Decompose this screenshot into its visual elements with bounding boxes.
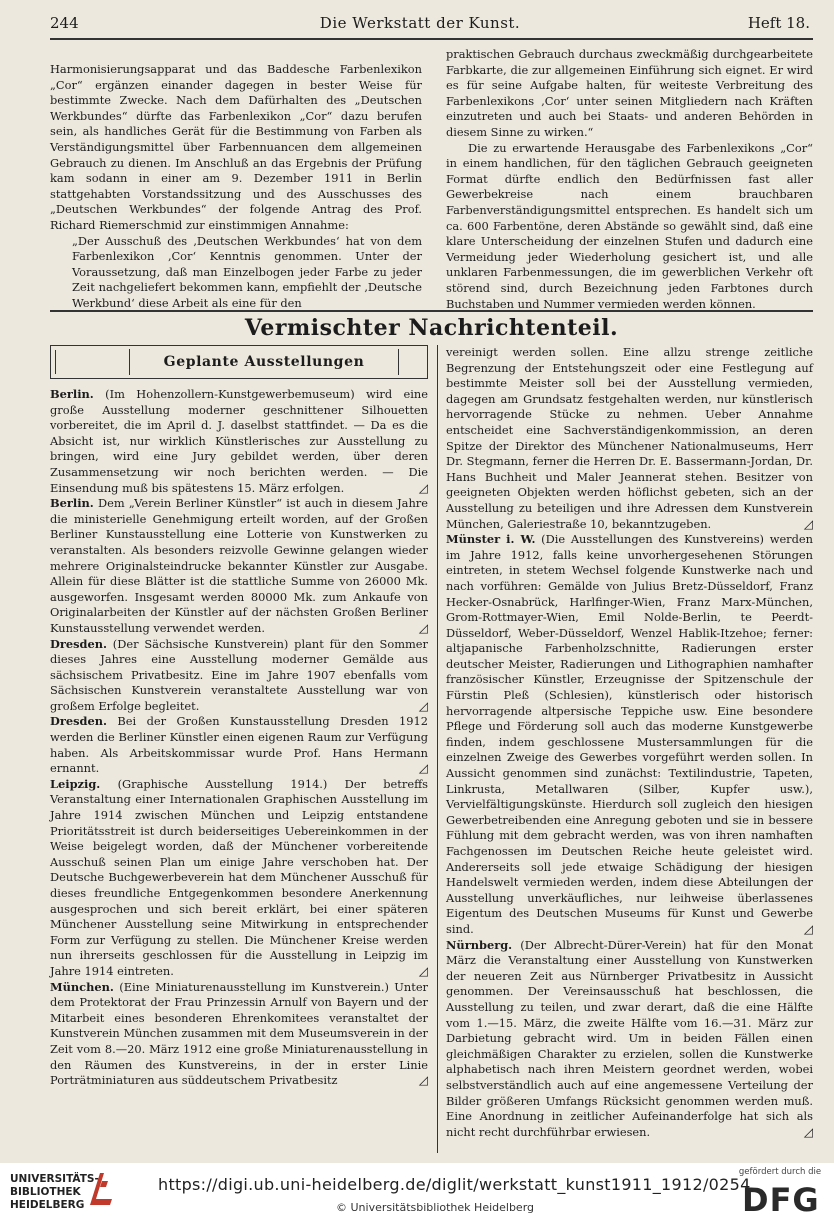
- paragraph: praktischen Gebrauch durchaus zweckmäßig durchgearbeitete Farbkarte, die zur allgemeinen Einführung sich eignet. Er wird es für seine Aufgabe halten, für weiteste Verbreitung des Farbenlexikons ‚Cor‘ unter seinen Mitgliedern nach Kräften einzutreten und auch bei Staats- und anderen Behörden in diesem Sinne zu wirken.“: [446, 47, 813, 139]
- entry-city: München.: [50, 979, 114, 994]
- library-name: UNIVERSITÄTS- BIBLIOTHEK HEIDELBERG: [10, 1173, 99, 1211]
- entry-text: Dem „Verein Berliner Künstler“ ist auch in diesem Jahre die ministerielle Genehmigung erteilt worden, auf der Großen Berliner Kunstausstellung eine Lotterie von Kunstwerken zu veranstalten. Als besonders reizvolle Gewinne gelangen wieder mehrere Originalsteindrucke bekannter Künstler zur Ausgabe. Allein für diese Blätter ist die stattliche Summe von 26000 Mk. ausgeworfen. Insgesamt werden 80000 Mk. zum Ankaufe von Originalarbeiten der Künstler auf der nächsten Großen Berliner Kunstausstellung verwendet werden.: [50, 496, 428, 635]
- entry-city: Leipzig.: [50, 776, 101, 791]
- entry-text: vereinigt werden sollen. Eine allzu strenge zeitliche Begrenzung der Entstehungszeit oder eine Festlegung auf bestimmte Meister soll bei der Ausstellung vermieden, dagegen am Grundsatz festgehalten werden, nur künstlerisch hervorragende Stücke zu nehmen. Ueber Annahme entscheidet eine Sachverständigenkommission, an deren Spitze der Direktor des Münchener Nationalmuseums, Herr Dr. Stegmann, ferner die Herren Dr. E. Bassermann-Jordan, Dr. Hans Buchheit und Maler Jeannerat stehen. Besitzer von geeigneten Objekten werden höflichst gebeten, sich an der Ausstellung zu beteiligen und ihre Adressen dem Kunstverein München, Galeriestraße 10, bekanntzugeben.: [446, 345, 813, 531]
- entry-text: (Der Sächsische Kunstverein) plant für den Sommer dieses Jahres eine Ausstellung moderner Gemälde aus sächsischem Privatbesitz. Eine im Jahre 1907 ebenfalls vom Sächsischen Kunstverein veranstaltete Ausstellung war von großem Erfolge begleitet.: [50, 636, 428, 713]
- library-footer: [0, 1163, 834, 1221]
- top-left-column: [50, 62, 422, 312]
- quote-paragraph: „Der Ausschuß des ‚Deutschen Werkbundes‘ hat von dem Farbenlexikon ‚Cor‘ Kenntnis genommen. Unter der Voraussetzung, daß man Einzelbogen jeder Farbe zu jeder Zeit nachgeliefert bekommen kann, empfiehlt der ‚Deutsche Werkbund‘ diese Arbeit als eine für den: [72, 233, 422, 310]
- section-rule: [50, 310, 813, 312]
- end-mark-icon: ◿: [418, 698, 428, 713]
- end-mark-icon: ◿: [418, 761, 428, 776]
- end-mark-icon: ◿: [803, 921, 813, 936]
- dfg-logo: DFG: [742, 1181, 820, 1219]
- top-right-column: [446, 47, 813, 312]
- page-number: 244: [50, 14, 79, 32]
- box-ornament: [55, 350, 64, 374]
- entry-text: (Im Hohenzollern-Kunstgewerbemuseum) wird eine große Ausstellung moderner geschnittener Silhouetten vorbereitet, die im April d. J. daselbst stattfindet. — Da es die Absicht ist, nur wirklich Künstlerisches zur Ausstellung zu bringen, wird eine Jury gebildet werden, über deren Zusammensetzung wir noch berichten werden. — Die Einsendung muß bis spätestens 15. März erfolgen.: [50, 387, 428, 495]
- left-column: [50, 387, 428, 1089]
- end-mark-icon: ◿: [803, 516, 813, 531]
- end-mark-icon: ◿: [418, 480, 428, 495]
- news-entry: [50, 714, 428, 776]
- category-box: [50, 345, 428, 379]
- header-rule: [50, 38, 813, 40]
- entry-city: Nürnberg.: [446, 937, 513, 952]
- end-mark-icon: ◿: [803, 1124, 813, 1139]
- paragraph: Harmonisierungsapparat und das Baddesche Farbenlexikon „Cor“ ergänzen einander dagegen in bester Weise für bestimmte Zwecke. Nach dem Dafürhalten des „Deutschen Werkbundes“ dürfte das Farbenlexikon „Cor“ dazu berufen sein, als handliches Gerät für die Bestimmung von Farben als Verständigungsmittel über Farbennuancen dem allgemeinen Gebrauch zu dienen. Im Anschluß an das Ergebnis der Prüfung kam sodann in einer am 9. Dezember 1911 in Berlin stattgehabten Vorstandssitzung und des Ausschusses des „Deutschen Werkbundes“ der folgende Antrag des Prof. Richard Riemerschmid zur einstimmigen Annahme:: [50, 62, 422, 232]
- news-entry: [446, 345, 813, 532]
- permalink-link[interactable]: https://digi.ub.uni-heidelberg.de/diglit/werkstatt_kunst1911_1912/0254: [158, 1175, 751, 1194]
- right-column: [446, 345, 813, 1140]
- entry-city: Berlin.: [50, 496, 94, 511]
- news-entry: [446, 532, 813, 937]
- journal-title: Die Werkstatt der Kunst.: [319, 14, 521, 32]
- entry-text: Bei der Großen Kunstausstellung Dresden 1912 werden die Berliner Künstler einen eigenen Raum zur Verfügung haben. Als Arbeitskommissar wurde Prof. Hans Hermann ernannt.: [50, 714, 428, 776]
- news-entry: [50, 637, 428, 715]
- library-logo-icon: [86, 1169, 116, 1209]
- news-entry: [50, 980, 428, 1089]
- end-mark-icon: ◿: [418, 963, 428, 978]
- entry-text: (Graphische Ausstellung 1914.) Der betreffs Veranstaltung einer Internationalen Graphischen Ausstellung im Jahre 1914 zwischen München und Leipzig entstandene Prioritätsstreit ist durch beiderseitiges Uebereinkommen in der Weise beigelegt worden, daß der Münchener vorbereitende Ausschuß seinen Plan um einige Jahre verschoben hat. Der Deutsche Buchgewerbeverein hat dem Münchener Ausschuß für dieses freundliche Entgegenkommen besondere Anerkennung ausgesprochen und sich bereit erklärt, bei einer späteren Münchener Ausstellung seine Mitwirkung in entsprechender Form zur Verfügung zu stellen. Die Münchener Kreise werden nun ihrerseits geschlossen für die Ausstellung in Leipzig im Jahre 1914 eintreten.: [50, 776, 429, 978]
- entry-text: (Eine Miniaturenausstellung im Kunstverein.) Unter dem Protektorat der Frau Prinzessin Arnulf von Bayern und der Mitarbeit eines besonderen Ehrenkomitees veranstaltet der Kunstverein München zusammen mit dem Museumsverein in der Zeit vom 8.—20. März 1912 eine große Miniaturenausstellung in den Räumen des Kunstvereins, in der in erster Linie Porträtminiaturen aus süddeutschem Privatbesitz: [50, 979, 429, 1088]
- entry-text: (Die Ausstellungen des Kunstvereins) werden im Jahre 1912, falls keine unvorhergesehenen Störungen eintreten, in stetem Wechsel folgende Kunstwerke nach und nach vorführen: Gemälde von Julius Bretz-Düsseldorf, Franz Hecker-Osnabrück, Harlfinger-Wien, Franz Marx-München, Grom-Rottmayer-Wien, Emil Nolde-Berlin, te Peerdt-Düsseldorf, Weber-Düsseldorf, Wenzel Hablik-Itzehoe; ferner: altjapanische Farbenholzschnitte, Radierungen erster deutscher Meister, Radierungen und Lithographien namhafter französischer Künstler, Erzeugnisse der Spitzenschule der Fürstin Pleß (Schlesien), künstlerisch oder historisch hervorragende altpersische Teppiche usw. Eine besondere Pflege und Förderung soll auch das moderne Kunstgewerbe finden, indem geschlossene Mustersammlungen für die einzelnen Zweige des Gewerbes vorgeführt werden sollen. In Aussicht genommen sind zunächst: Textilindustrie, Tapeten, Linkrusta, Metallwaren (Silber, Kupfer usw.), Vervielfältigungskünste. Hierdurch soll zugleich den hiesigen Gewerbetreibenden eine Anregung geboten und sie in bessere Fühlung mit dem gebracht werden, was von ihren namhaften Fachgenossen im Deutschen Reiche heute geleistet wird. Andererseits soll jede etwaige Schädigung der hiesigen Handelswelt vermieden werden, indem diese Abteilungen der Ausstellung unverkäufliches, nur leihweise überlassenes Eigentum des Deutschen Museums für Kunst und Gewerbe sind.: [446, 532, 813, 936]
- news-entry: [446, 938, 813, 1141]
- entry-city: Dresden.: [50, 714, 107, 729]
- end-mark-icon: ◿: [418, 620, 428, 635]
- entry-city: Berlin.: [50, 387, 94, 401]
- news-entry: [50, 777, 428, 980]
- copyright-notice: © Universitätsbibliothek Heidelberg: [336, 1201, 535, 1214]
- entry-city: Dresden.: [50, 636, 107, 651]
- category-title: Geplante Ausstellungen: [129, 349, 399, 375]
- news-entry: [50, 496, 428, 636]
- paragraph: Die zu erwartende Herausgabe des Farbenlexikons „Cor“ in einem handlichen, für den täglichen Gebrauch geeigneten Format dürfte endlich den Bedürfnissen fast aller Gewerbekreise nach einem brauchbaren Farbenverständigungsmittel entsprechen. Es handelt sich um ca. 600 Farbentöne, deren Abstände so gewählt sind, daß eine klare Unterscheidung der einzelnen Stufen und dadurch eine Vermeidung jeder Wiederholung gesichert ist, und alle unklaren Farbenmessungen, die im gewerblichen Verkehr oft störend sind, durch Bezeichnung jeden Farbtones durch Buchstaben und Nummer vermieden werden können.: [446, 140, 813, 311]
- entry-text: (Der Albrecht-Dürer-Verein) hat für den Monat März die Veranstaltung einer Ausstellung von Kunstwerken der neueren Zeit aus Nürnberger Privatbesitz in Aussicht genommen. Der Vereinsausschuß hat beschlossen, die Ausstellung zu teilen, und zwar derart, daß die eine Hälfte vom 1.—15. März, die zweite Hälfte vom 16.—31. März zur Darbietung gebracht wird. Um in beiden Fällen einen gleichmäßigen Charakter zu erzielen, sollen die Kunstwerke alphabetisch nach ihren Meistern geordnet werden, wobei selbstverständlich auch auf eine angemessene Verteilung der Bilder größeren Umfangs Rücksicht genommen werden muß. Eine Anordnung in zeitlicher Aufeinanderfolge hat sich als nicht recht durchführbar erwiesen.: [446, 937, 813, 1139]
- news-entry: [50, 387, 428, 496]
- entry-city: Münster i. W.: [446, 532, 536, 547]
- section-title: Vermischter Nachrichtenteil.: [244, 315, 619, 341]
- funding-note: gefördert durch die: [738, 1167, 822, 1177]
- issue-number: Heft 18.: [747, 14, 810, 32]
- column-divider: [437, 345, 438, 1153]
- end-mark-icon: ◿: [418, 1073, 428, 1088]
- page-header: [50, 14, 810, 36]
